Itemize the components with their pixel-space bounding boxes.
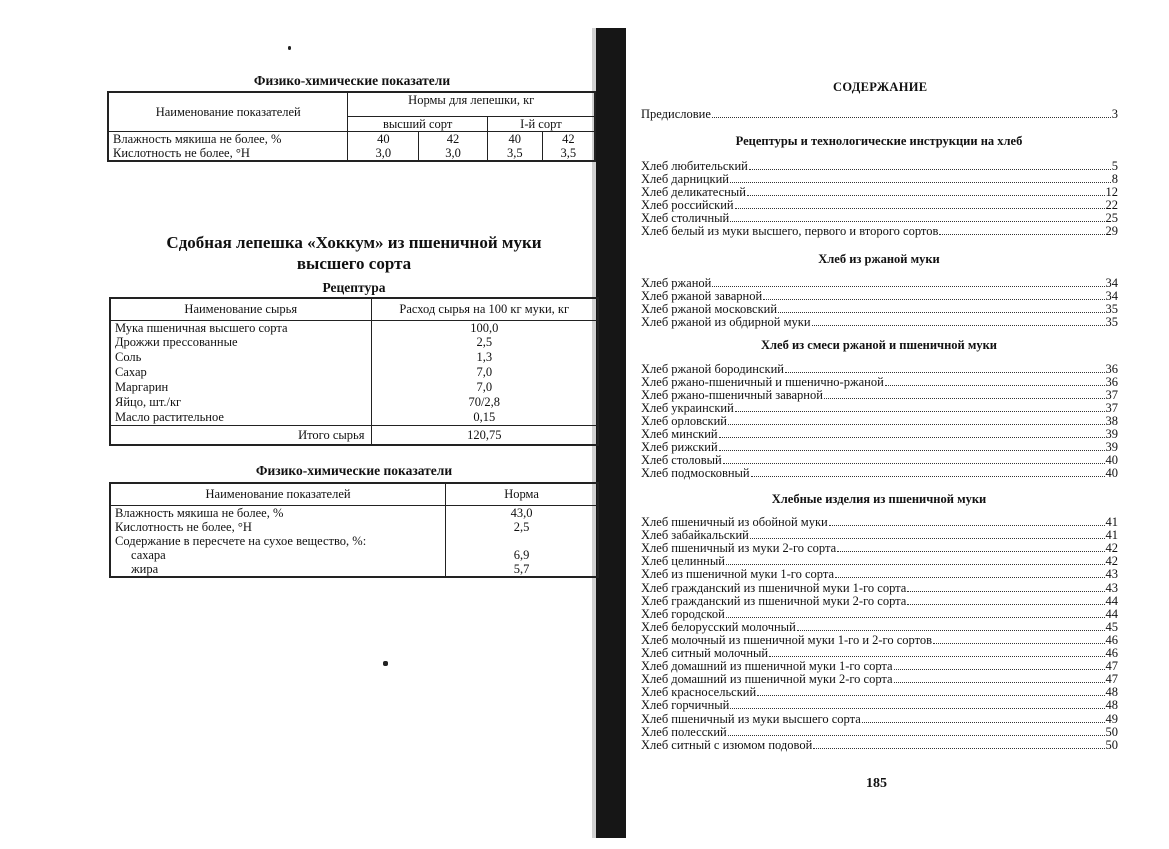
toc-entry-label: Хлеб рижский xyxy=(641,440,718,454)
toc-entry-label: Хлеб ситный с изюмом подовой xyxy=(641,737,813,752)
toc-entry[interactable] xyxy=(641,225,1118,238)
toc-entry-label: Хлеб подмосковный xyxy=(641,466,750,480)
row-label: Влажность мякиша не более, % xyxy=(108,131,348,146)
leader-dots xyxy=(939,234,1104,235)
recipe-row xyxy=(110,365,598,380)
header-norm: Норма xyxy=(446,483,598,505)
toc-entry-page: 48 xyxy=(1105,685,1118,700)
toc-entry-page: 3 xyxy=(1111,107,1118,121)
toc-entry-page: 44 xyxy=(1105,593,1118,608)
leader-dots xyxy=(797,630,1105,631)
header-indicator-name: Наименование показателей xyxy=(108,92,348,131)
toc-entry-page: 35 xyxy=(1105,302,1118,316)
leader-dots xyxy=(894,682,1105,683)
toc-entry-page: 35 xyxy=(1105,315,1118,329)
toc-entry[interactable] xyxy=(641,673,1118,686)
recipe-title-line1: Сдобная лепешка «Хоккум» из пшеничной муки xyxy=(166,233,542,252)
toc-entry[interactable] xyxy=(641,713,1118,726)
toc-entry-label: Хлеб ржаной xyxy=(641,276,712,290)
page-number: 185 xyxy=(866,776,887,791)
recipe-caption: Рецептура xyxy=(322,280,386,295)
toc-entry-label: Хлеб пшеничный из муки 2-го сорта xyxy=(641,541,837,556)
toc-entry[interactable] xyxy=(641,467,1118,480)
table2-caption: Физико-химические показатели xyxy=(255,463,453,478)
recipe-row xyxy=(110,335,598,350)
ingredient-amount: 100,0 xyxy=(371,320,598,335)
toc-entry-page: 8 xyxy=(1111,172,1118,186)
toc-entry-label: Хлеб ржаной бородинский xyxy=(641,362,784,376)
indicator-name: сахара xyxy=(110,548,446,562)
leader-dots xyxy=(885,385,1105,386)
leader-dots xyxy=(824,398,1105,399)
indicator-row xyxy=(110,562,598,577)
toc-entry-page: 25 xyxy=(1105,211,1118,225)
indicator-name: Влажность мякиша не более, % xyxy=(110,505,446,520)
toc-entry[interactable] xyxy=(641,608,1118,621)
leader-dots xyxy=(757,695,1104,696)
indicator-name: жира xyxy=(110,562,446,577)
header-norms: Нормы для лепешки, кг xyxy=(348,92,595,116)
header-consumption: Расход сырья на 100 кг муки, кг xyxy=(371,298,598,320)
toc-entry-label: Хлеб полесский xyxy=(641,724,727,739)
toc-entry-page: 46 xyxy=(1105,646,1118,660)
scan-speck xyxy=(383,661,388,666)
cell-value: 40 xyxy=(487,131,542,146)
toc-entry[interactable] xyxy=(641,647,1118,660)
toc-entry-label: Хлеб горчичный xyxy=(641,698,730,713)
toc-entry-page: 40 xyxy=(1105,453,1118,467)
indicator-row xyxy=(110,534,598,548)
toc-entry-page: 49 xyxy=(1105,711,1118,726)
toc-entry-label: Хлеб ржано-пшеничный и пшенично-ржаной xyxy=(641,375,884,389)
toc-entry-page: 41 xyxy=(1105,528,1118,543)
toc-entry-page: 22 xyxy=(1105,198,1118,212)
toc-entry[interactable] xyxy=(641,542,1118,555)
recipe-row xyxy=(110,350,598,365)
leader-dots xyxy=(907,591,1104,592)
toc-entry-label: Хлеб ржаной из обдирной муки xyxy=(641,315,811,329)
toc-entry[interactable] xyxy=(641,568,1118,581)
toc-entry-page: 36 xyxy=(1105,362,1118,376)
indicator-norm: 43,0 xyxy=(446,505,598,520)
toc-entry-label: Хлеб ржаной заварной xyxy=(641,289,763,303)
physchem-table-grades xyxy=(107,91,596,162)
leader-dots xyxy=(730,708,1104,709)
toc-section-heading: Хлеб из смеси ржаной и пшеничной муки xyxy=(760,338,998,352)
toc-entry[interactable] xyxy=(641,660,1118,673)
toc-entry[interactable] xyxy=(641,699,1118,712)
toc-entry-page: 50 xyxy=(1105,724,1118,739)
header-indicator-name: Наименование показателей xyxy=(110,483,446,505)
header-raw-material: Наименование сырья xyxy=(110,298,371,320)
leader-dots xyxy=(769,656,1104,657)
indicator-norm: 6,9 xyxy=(446,548,598,562)
toc-entry-label: Хлеб украинский xyxy=(641,401,734,415)
total-label: Итого сырья xyxy=(110,425,371,445)
toc-entry-label: Хлеб молочный из пшеничной муки 1-го и 2-го сортов xyxy=(641,632,933,647)
leader-dots xyxy=(907,604,1104,605)
toc-title: СОДЕРЖАНИЕ xyxy=(833,80,928,94)
leader-dots xyxy=(728,424,1105,425)
toc-entry-page: 37 xyxy=(1105,388,1118,402)
toc-entry-label: Хлеб гражданский из пшеничной муки 1-го сорта xyxy=(641,580,907,595)
cell-value: 3,5 xyxy=(487,146,542,161)
ingredient-name: Соль xyxy=(110,350,371,365)
leader-dots xyxy=(712,286,1104,287)
ingredient-name: Дрожжи прессованные xyxy=(110,335,371,350)
toc-entry-label: Хлеб российский xyxy=(641,198,734,212)
indicator-row xyxy=(110,520,598,534)
leader-dots xyxy=(751,476,1105,477)
toc-entry-label: Хлеб минский xyxy=(641,427,718,441)
toc-entry-label: Хлеб ситный молочный xyxy=(641,646,769,660)
ingredient-amount: 0,15 xyxy=(371,410,598,425)
toc-entry-preface[interactable] xyxy=(641,108,1118,121)
ingredient-amount: 2,5 xyxy=(371,335,598,350)
cell-value: 40 xyxy=(348,131,419,146)
toc-entry-page: 39 xyxy=(1105,440,1118,454)
row-label: Кислотность не более, °Н xyxy=(108,146,348,161)
recipe-row xyxy=(110,395,598,410)
leader-dots xyxy=(719,437,1105,438)
toc-entry-page: 42 xyxy=(1105,541,1118,556)
recipe-row xyxy=(110,320,598,335)
indicator-row xyxy=(110,505,598,520)
toc-entry[interactable] xyxy=(641,686,1118,699)
toc-entry-label: Хлеб белый из муки высшего, первого и второго сортов xyxy=(641,224,939,238)
toc-entry-label: Хлеб столичный xyxy=(641,211,730,225)
toc-entry[interactable] xyxy=(641,529,1118,542)
toc-entry-label: Хлеб забайкальский xyxy=(641,528,749,543)
toc-section-heading: Хлеб из ржаной муки xyxy=(818,252,940,266)
toc-entry[interactable] xyxy=(641,621,1118,634)
toc-entry-label: Хлеб пшеничный из обойной муки xyxy=(641,515,828,529)
indicator-name: Кислотность не более, °Н xyxy=(110,520,446,534)
leader-dots xyxy=(747,195,1105,196)
toc-entry-page: 29 xyxy=(1105,224,1118,238)
toc-entry-label: Хлеб из пшеничной муки 1-го сорта xyxy=(641,567,835,582)
recipe-title-line2: высшего сорта xyxy=(296,254,412,273)
leader-dots xyxy=(835,577,1104,578)
ingredient-amount: 7,0 xyxy=(371,365,598,380)
toc-entry-page: 36 xyxy=(1105,375,1118,389)
recipe-table xyxy=(109,297,599,446)
toc-entry-page: 50 xyxy=(1105,737,1118,752)
scan-speck xyxy=(288,46,291,50)
leader-dots xyxy=(719,450,1105,451)
leader-dots xyxy=(723,463,1105,464)
toc-entry[interactable] xyxy=(641,316,1118,329)
indicator-norm xyxy=(446,534,598,548)
toc-entry-page: 12 xyxy=(1105,185,1118,199)
toc-entry-page: 5 xyxy=(1111,159,1118,173)
toc-entry-page: 44 xyxy=(1105,606,1118,621)
toc-entry-label: Хлеб гражданский из пшеничной муки 2-го сорта xyxy=(641,593,907,608)
recipe-row xyxy=(110,410,598,425)
ingredient-name: Маргарин xyxy=(110,380,371,395)
leader-dots xyxy=(894,669,1105,670)
leader-dots xyxy=(728,735,1105,736)
toc-section-heading: Рецептуры и технологические инструкции на хлеб xyxy=(735,134,1023,148)
header-first-grade: I-й сорт xyxy=(487,116,595,131)
leader-dots xyxy=(749,169,1111,170)
cell-value: 42 xyxy=(542,131,595,146)
leader-dots xyxy=(712,117,1111,118)
cell-value: 42 xyxy=(419,131,488,146)
toc-entry[interactable] xyxy=(641,634,1118,647)
ingredient-amount: 7,0 xyxy=(371,380,598,395)
leader-dots xyxy=(763,299,1104,300)
cell-value: 3,5 xyxy=(542,146,595,161)
ingredient-amount: 1,3 xyxy=(371,350,598,365)
leader-dots xyxy=(726,617,1105,618)
cell-value: 3,0 xyxy=(348,146,419,161)
toc-entry-label: Предисловие xyxy=(641,107,711,121)
leader-dots xyxy=(829,525,1105,526)
leader-dots xyxy=(778,312,1104,313)
leader-dots xyxy=(933,643,1104,644)
toc-entry[interactable] xyxy=(641,582,1118,595)
indicator-row xyxy=(110,548,598,562)
toc-entry-page: 41 xyxy=(1105,515,1118,529)
total-value: 120,75 xyxy=(371,425,598,445)
toc-entry-label: Хлеб белорусский молочный xyxy=(641,619,796,634)
leader-dots xyxy=(750,538,1105,539)
indicator-name: Содержание в пересчете на сухое вещество, %: xyxy=(110,534,446,548)
toc-entry[interactable] xyxy=(641,726,1118,739)
toc-entry-label: Хлеб целинный xyxy=(641,554,725,569)
toc-entry-page: 43 xyxy=(1105,580,1118,595)
ingredient-name: Масло растительное xyxy=(110,410,371,425)
toc-entry-label: Хлеб пшеничный из муки высшего сорта xyxy=(641,711,861,726)
leader-dots xyxy=(837,551,1104,552)
book-spine-gutter xyxy=(596,28,626,838)
leader-dots xyxy=(735,411,1105,412)
cell-value: 3,0 xyxy=(419,146,488,161)
toc-entry-page: 48 xyxy=(1105,698,1118,713)
leader-dots xyxy=(730,221,1104,222)
toc-entry-page: 40 xyxy=(1105,466,1118,480)
toc-entry[interactable] xyxy=(641,739,1118,752)
table1-caption: Физико-химические показатели xyxy=(253,73,451,88)
toc-entry-label: Хлеб деликатесный xyxy=(641,185,746,199)
toc-entry-label: Хлеб городской xyxy=(641,606,725,621)
toc-entry-page: 34 xyxy=(1105,276,1118,290)
toc-entry-page: 37 xyxy=(1105,401,1118,415)
recipe-title xyxy=(110,232,598,274)
toc-entry-label: Хлеб орловский xyxy=(641,414,727,428)
toc-entry-page: 47 xyxy=(1105,659,1118,674)
toc-entry-page: 47 xyxy=(1105,672,1118,687)
ingredient-name: Сахар xyxy=(110,365,371,380)
toc-entry-page: 46 xyxy=(1105,632,1118,647)
toc-entry-label: Хлеб красносельский xyxy=(641,685,757,700)
toc-entry[interactable] xyxy=(641,516,1118,529)
toc-entry-page: 38 xyxy=(1105,414,1118,428)
toc-entry-label: Хлеб столовый xyxy=(641,453,722,467)
toc-entry-page: 45 xyxy=(1105,619,1118,634)
leader-dots xyxy=(862,722,1105,723)
leader-dots xyxy=(785,372,1105,373)
leader-dots xyxy=(812,325,1105,326)
header-top-grade: высший сорт xyxy=(348,116,487,131)
toc-entry-page: 42 xyxy=(1105,554,1118,569)
toc-entry-page: 39 xyxy=(1105,427,1118,441)
ingredient-amount: 70/2,8 xyxy=(371,395,598,410)
physchem-table-norm xyxy=(109,482,599,578)
leader-dots xyxy=(813,748,1104,749)
leader-dots xyxy=(726,564,1105,565)
toc-entry-page: 43 xyxy=(1105,567,1118,582)
toc-entry-label: Хлеб ржаной московский xyxy=(641,302,778,316)
toc-entry-page: 34 xyxy=(1105,289,1118,303)
ingredient-name: Яйцо, шт./кг xyxy=(110,395,371,410)
toc-entry-label: Хлеб любительский xyxy=(641,159,748,173)
toc-entry-label: Хлеб ржано-пшеничный заварной xyxy=(641,388,823,402)
toc-entry-label: Хлеб домашний из пшеничной муки 2-го сорта xyxy=(641,672,893,687)
indicator-norm: 5,7 xyxy=(446,562,598,577)
toc-entry-label: Хлеб дарницкий xyxy=(641,172,729,186)
leader-dots xyxy=(735,208,1105,209)
toc-section-heading: Хлебные изделия из пшеничной муки xyxy=(771,492,987,506)
recipe-row xyxy=(110,380,598,395)
toc-entry[interactable] xyxy=(641,595,1118,608)
toc-entry[interactable] xyxy=(641,555,1118,568)
toc-entry-label: Хлеб домашний из пшеничной муки 1-го сорта xyxy=(641,659,893,674)
indicator-norm: 2,5 xyxy=(446,520,598,534)
ingredient-name: Мука пшеничная высшего сорта xyxy=(110,320,371,335)
leader-dots xyxy=(730,182,1111,183)
